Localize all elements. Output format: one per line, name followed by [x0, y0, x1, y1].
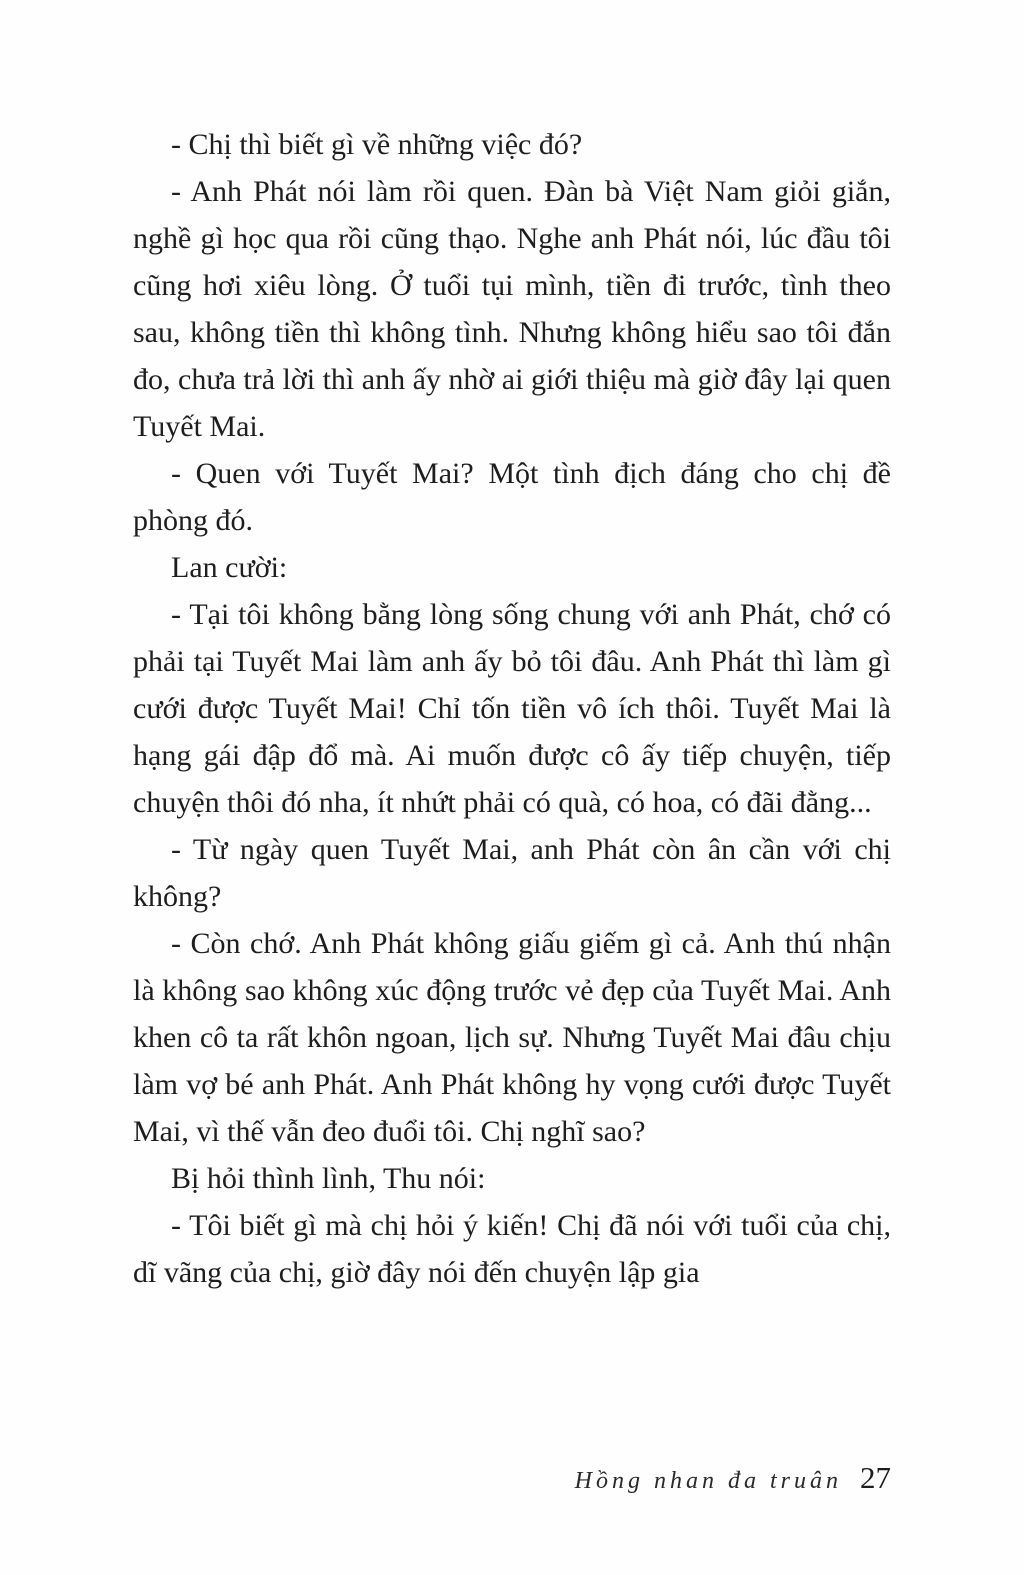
paragraph: - Chị thì biết gì về những việc đó?	[171, 128, 583, 161]
paragraph: Lan cười:	[171, 551, 288, 584]
page-number: 27	[860, 1460, 891, 1495]
paragraph: - Tôi biết gì mà chị hỏi ý kiến! Chị đã nói với tuổi của chị, dĩ vãng của chị, giờ đây nói đến chuyện lập gia	[133, 1209, 891, 1289]
paragraph: - Anh Phát nói làm rồi quen. Đàn bà Việt Nam giỏi giắn, nghề gì học qua rồi cũng thạo. Nghe anh Phát nói, lúc đầu tôi cũng hơi xiêu lòng. Ở tuổi tụi mình, tiền đi trước, tình theo sau, không tiền thì không tình. Nhưng không hiểu sao tôi đắn đo, chưa trả lời thì anh ấy nhờ ai giới thiệu mà giờ đây lại quen Tuyết Mai.	[133, 175, 891, 443]
paragraph: - Còn chớ. Anh Phát không giấu giếm gì cả. Anh thú nhận là không sao không xúc động trước vẻ đẹp của Tuyết Mai. Anh khen cô ta rất khôn ngoan, lịch sự. Nhưng Tuyết Mai đâu chịu làm vợ bé anh Phát. Anh Phát không hy vọng cưới được Tuyết Mai, vì thế vẫn đeo đuổi tôi. Chị nghĩ sao?	[133, 927, 891, 1148]
paragraph: - Từ ngày quen Tuyết Mai, anh Phát còn ân cần với chị không?	[133, 833, 891, 913]
running-title: Hồng nhan đa truân	[574, 1468, 842, 1494]
paragraph: Bị hỏi thình lình, Thu nói:	[171, 1162, 486, 1195]
paragraph: - Tại tôi không bằng lòng sống chung với anh Phát, chớ có phải tại Tuyết Mai làm anh ấy bỏ tôi đâu. Anh Phát thì làm gì cưới được Tuyết Mai! Chỉ tốn tiền vô ích thôi. Tuyết Mai là hạng gái đập đổ mà. Ai muốn được cô ấy tiếp chuyện, tiếp chuyện thôi đó nha, ít nhứt phải có quà, có hoa, có đãi đằng...	[133, 598, 891, 819]
page-footer	[575, 1460, 891, 1496]
paragraph: - Quen với Tuyết Mai? Một tình địch đáng cho chị đề phòng đó.	[133, 457, 891, 537]
text-block	[133, 121, 891, 1296]
